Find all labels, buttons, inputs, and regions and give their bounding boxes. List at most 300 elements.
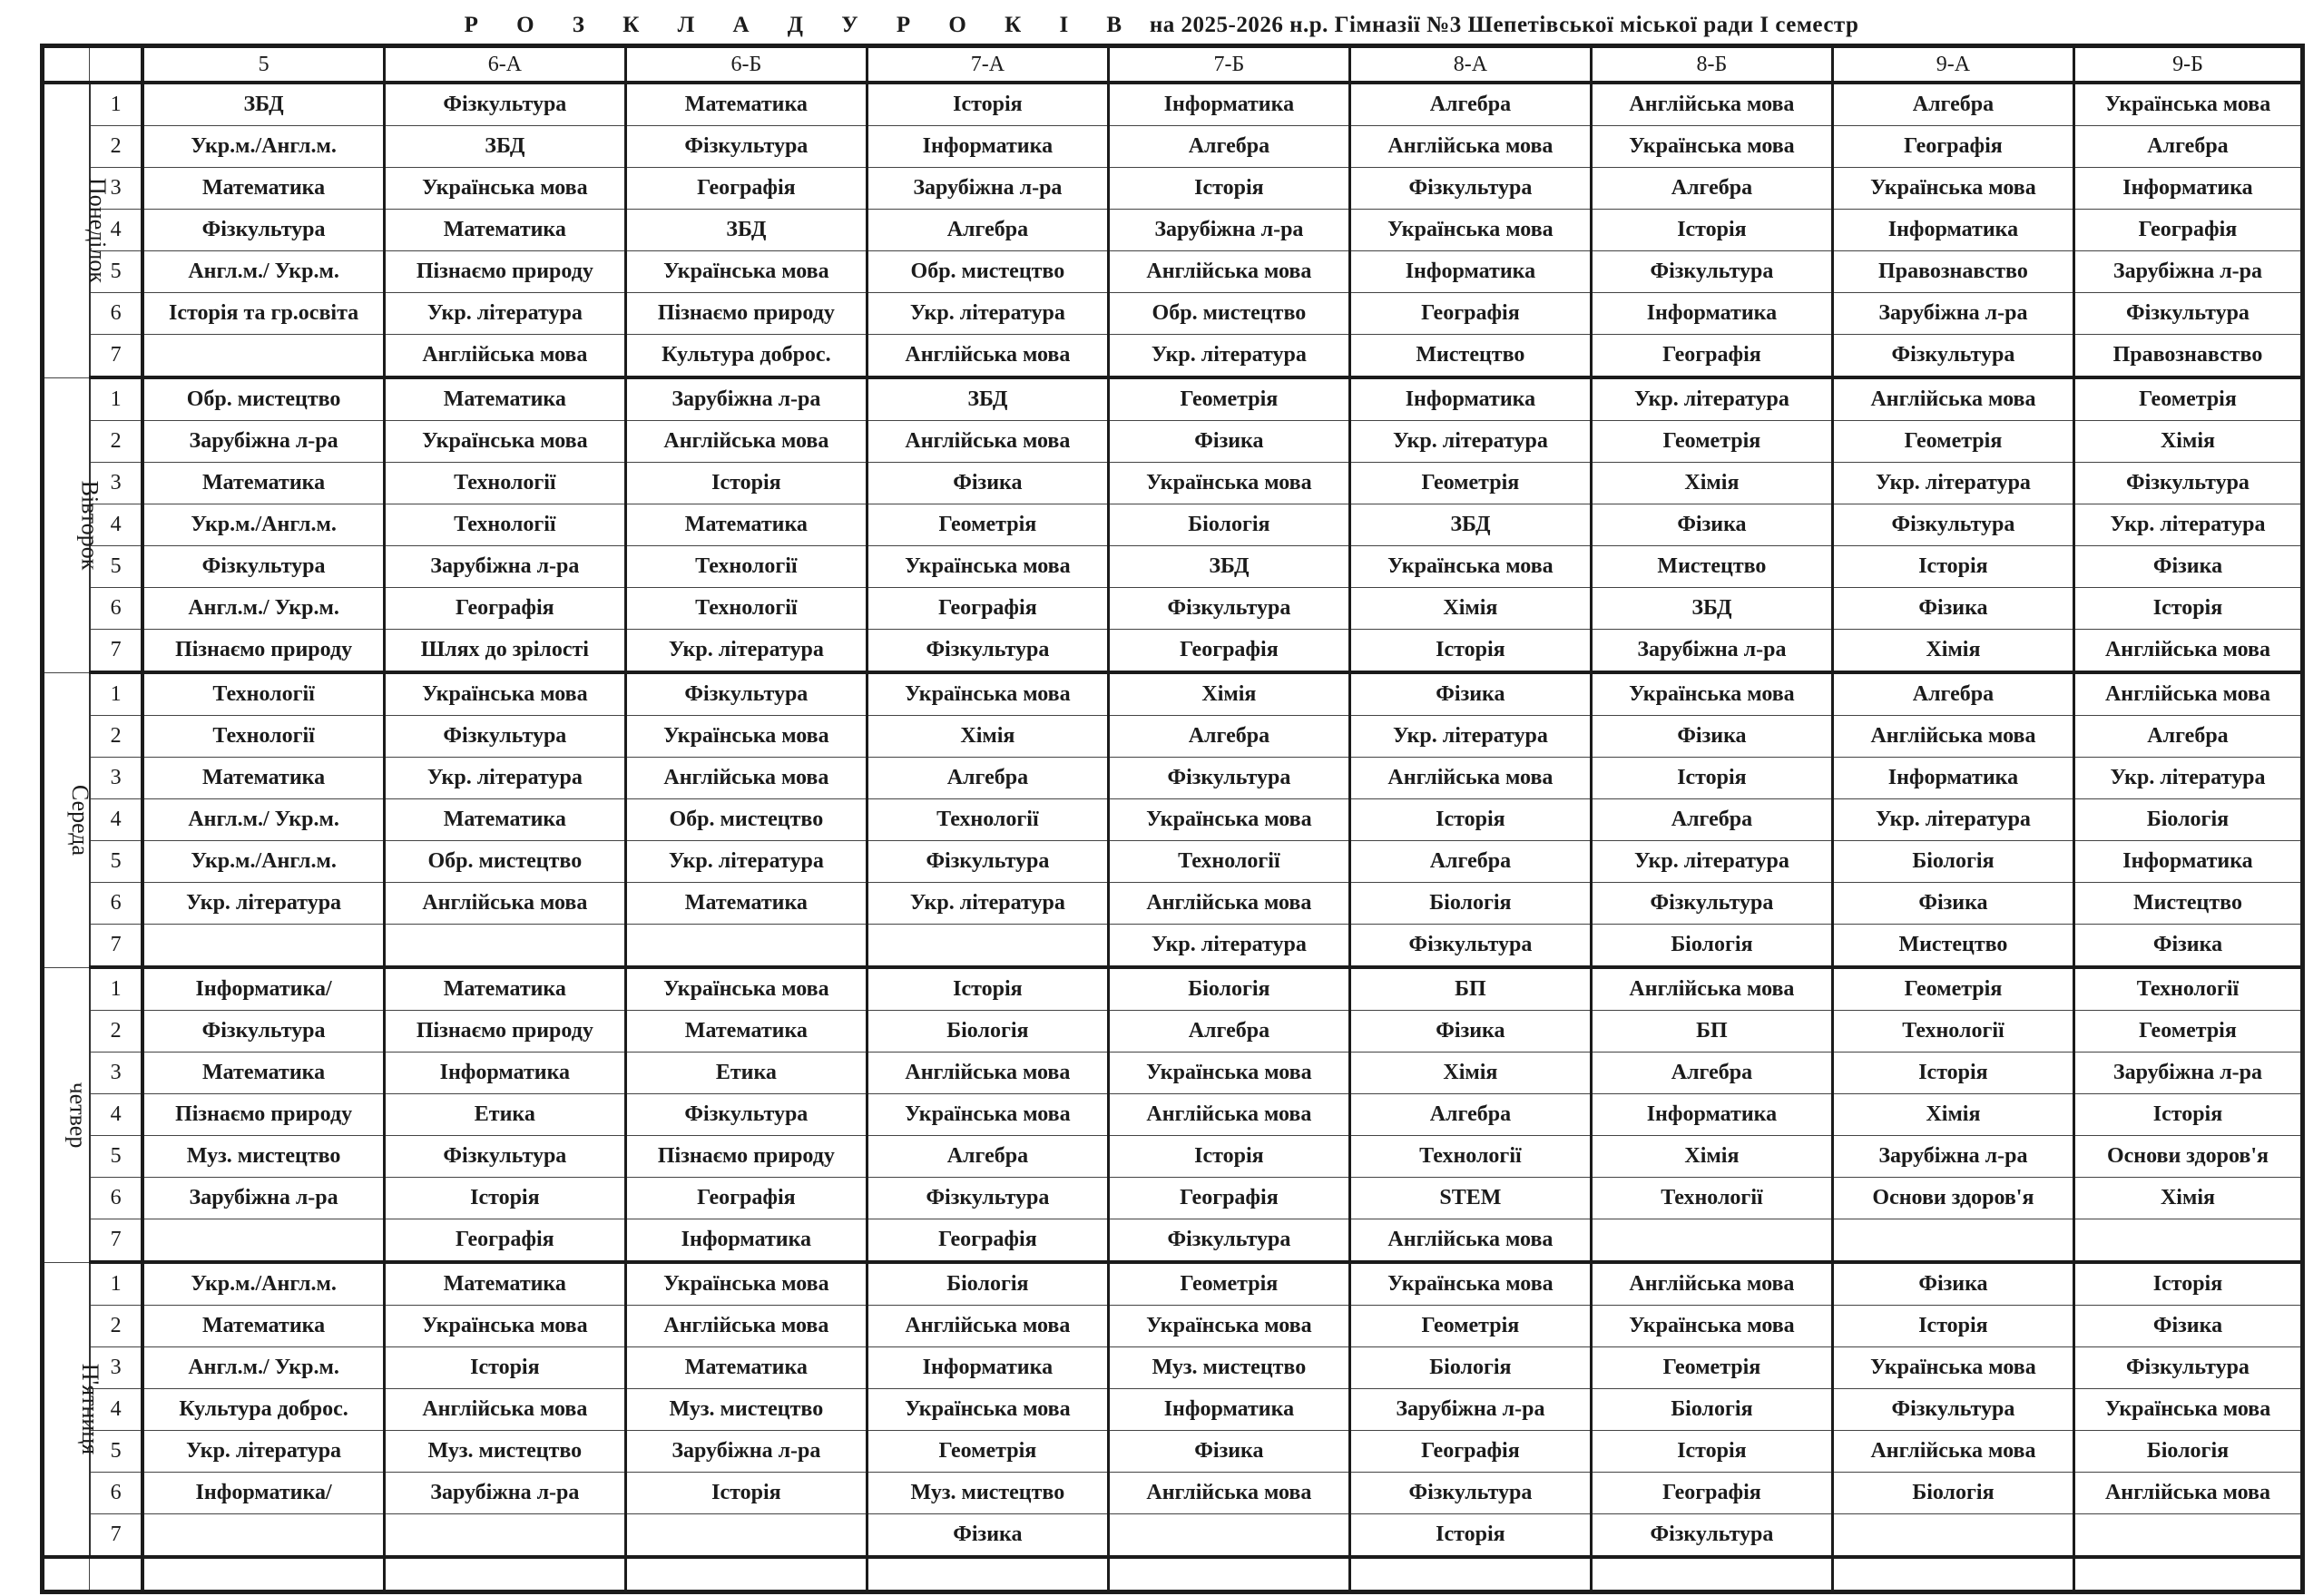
- lesson-cell: Геометрія: [1108, 377, 1349, 421]
- lesson-cell: Інформатика: [867, 1347, 1108, 1389]
- lesson-number: 3: [90, 463, 142, 504]
- lesson-cell: Фізика: [1108, 1431, 1349, 1473]
- lesson-cell: Біологія: [2073, 1431, 2302, 1473]
- lesson-cell: Алгебра: [2073, 126, 2302, 168]
- lesson-number: 5: [90, 1431, 142, 1473]
- lesson-cell: Фізкультура: [2073, 293, 2302, 335]
- lesson-cell: Історія: [1349, 799, 1591, 841]
- lesson-cell: [867, 925, 1108, 968]
- lesson-cell: Біологія: [1591, 925, 1832, 968]
- lesson-row: [43, 672, 2303, 716]
- lesson-cell: Укр. література: [867, 293, 1108, 335]
- lesson-cell: Алгебра: [867, 1136, 1108, 1178]
- empty-cell: [1349, 1557, 1591, 1592]
- day-name: четвер: [64, 1082, 92, 1148]
- lesson-cell: Англійська мова: [1108, 1473, 1349, 1514]
- empty-cell: [625, 1557, 867, 1592]
- lesson-cell: Історія: [1591, 758, 1832, 799]
- lesson-cell: Геометрія: [1832, 421, 2073, 463]
- lesson-cell: Пізнаємо природу: [384, 1011, 625, 1053]
- lesson-cell: Фізкультура: [1108, 588, 1349, 630]
- lesson-number: 1: [90, 83, 142, 126]
- lesson-cell: Геометрія: [1349, 1306, 1591, 1347]
- lesson-cell: Математика: [384, 210, 625, 251]
- lesson-cell: Географія: [625, 1178, 867, 1219]
- lesson-cell: Фізкультура: [1832, 1389, 2073, 1431]
- lesson-cell: Англійська мова: [2073, 1473, 2302, 1514]
- lesson-cell: Основи здоров'я: [2073, 1136, 2302, 1178]
- lesson-cell: Англійська мова: [384, 883, 625, 925]
- empty-cell: [1832, 1557, 2073, 1592]
- lesson-number: 6: [90, 883, 142, 925]
- lesson-cell: STEM: [1349, 1178, 1591, 1219]
- class-header: 9-А: [1832, 46, 2073, 83]
- lesson-cell: Українська мова: [1108, 1306, 1349, 1347]
- lesson-cell: Історія: [1832, 1053, 2073, 1094]
- lesson-cell: Географія: [867, 1219, 1108, 1263]
- lesson-cell: Географія: [1108, 630, 1349, 673]
- lesson-cell: Технології: [2073, 967, 2302, 1011]
- lesson-cell: Історія та гр.освіта: [142, 293, 384, 335]
- lesson-cell: Зарубіжна л-ра: [867, 168, 1108, 210]
- lesson-cell: Фізика: [2073, 1306, 2302, 1347]
- lesson-number: 2: [90, 716, 142, 758]
- lesson-cell: Історія: [1349, 1514, 1591, 1558]
- lesson-row: [43, 1514, 2303, 1558]
- lesson-cell: Англійська мова: [867, 1053, 1108, 1094]
- empty-cell: [2073, 1557, 2302, 1592]
- lesson-number: 1: [90, 377, 142, 421]
- class-header: 6-Б: [625, 46, 867, 83]
- lesson-cell: Фізкультура: [1349, 925, 1591, 968]
- lesson-cell: Біологія: [1832, 841, 2073, 883]
- lesson-cell: Інформатика: [1108, 1389, 1349, 1431]
- lesson-cell: Англійська мова: [625, 421, 867, 463]
- lesson-cell: Англійська мова: [384, 1389, 625, 1431]
- lesson-cell: Англійська мова: [867, 335, 1108, 378]
- lesson-cell: [142, 1219, 384, 1263]
- lesson-number: 7: [90, 1219, 142, 1263]
- lesson-cell: Хімія: [1832, 1094, 2073, 1136]
- lesson-row: [43, 1219, 2303, 1263]
- lesson-number: 5: [90, 841, 142, 883]
- lesson-cell: Алгебра: [1349, 841, 1591, 883]
- lesson-cell: [1591, 1219, 1832, 1263]
- lesson-cell: Технології: [625, 588, 867, 630]
- lesson-cell: Українська мова: [625, 716, 867, 758]
- lesson-cell: Математика: [384, 967, 625, 1011]
- lesson-number: 2: [90, 126, 142, 168]
- lesson-cell: ЗБД: [625, 210, 867, 251]
- lesson-cell: Математика: [625, 83, 867, 126]
- lesson-cell: Укр. література: [1349, 716, 1591, 758]
- lesson-cell: Математика: [142, 1053, 384, 1094]
- lesson-cell: Фізкультура: [384, 83, 625, 126]
- lesson-cell: Інформатика: [1591, 293, 1832, 335]
- lesson-cell: Математика: [625, 504, 867, 546]
- lesson-cell: Муз. мистецтво: [1108, 1347, 1349, 1389]
- lesson-cell: Історія: [1591, 1431, 1832, 1473]
- lesson-cell: ЗБД: [867, 377, 1108, 421]
- lesson-number: 5: [90, 251, 142, 293]
- lesson-cell: Інформатика: [1591, 1094, 1832, 1136]
- lesson-cell: ЗБД: [384, 126, 625, 168]
- lesson-cell: Укр. література: [1108, 925, 1349, 968]
- lesson-row: [43, 1389, 2303, 1431]
- lesson-row: [43, 377, 2303, 421]
- lesson-cell: Фізкультура: [625, 672, 867, 716]
- lesson-number: 2: [90, 1011, 142, 1053]
- schedule-table: [40, 44, 2305, 1594]
- lesson-cell: Українська мова: [1591, 672, 1832, 716]
- lesson-cell: Технології: [384, 463, 625, 504]
- class-header: 7-А: [867, 46, 1108, 83]
- lesson-cell: Українська мова: [384, 421, 625, 463]
- lesson-cell: Англ.м./ Укр.м.: [142, 799, 384, 841]
- lesson-cell: Фізкультура: [384, 1136, 625, 1178]
- lesson-cell: Біологія: [1591, 1389, 1832, 1431]
- lesson-cell: Фізкультура: [142, 1011, 384, 1053]
- lesson-cell: Англійська мова: [625, 758, 867, 799]
- lesson-cell: Українська мова: [1108, 463, 1349, 504]
- lesson-cell: Хімія: [1832, 630, 2073, 673]
- lesson-cell: Технології: [867, 799, 1108, 841]
- lesson-cell: Історія: [867, 967, 1108, 1011]
- lesson-number: 3: [90, 1347, 142, 1389]
- lesson-cell: Українська мова: [867, 672, 1108, 716]
- lesson-cell: Українська мова: [384, 672, 625, 716]
- lesson-cell: Укр.м./Англ.м.: [142, 504, 384, 546]
- lesson-cell: Хімія: [1349, 588, 1591, 630]
- lesson-cell: Історія: [384, 1178, 625, 1219]
- lesson-cell: Математика: [384, 1262, 625, 1306]
- day-label-cell: [43, 967, 90, 1262]
- lesson-cell: Фізкультура: [2073, 463, 2302, 504]
- day-name: П'ятниця: [77, 1363, 104, 1454]
- lesson-cell: Англійська мова: [2073, 630, 2302, 673]
- lesson-cell: Укр. література: [1832, 799, 2073, 841]
- lesson-cell: Фізкультура: [2073, 1347, 2302, 1389]
- lesson-cell: Фізкультура: [867, 1178, 1108, 1219]
- lesson-cell: Укр. література: [1591, 377, 1832, 421]
- lesson-cell: Культура доброс.: [142, 1389, 384, 1431]
- lesson-cell: Англ.м./ Укр.м.: [142, 251, 384, 293]
- lesson-cell: Обр. мистецтво: [625, 799, 867, 841]
- lesson-cell: Інформатика: [1349, 377, 1591, 421]
- lesson-cell: Зарубіжна л-ра: [1832, 293, 2073, 335]
- lesson-cell: Укр. література: [384, 293, 625, 335]
- lesson-cell: Історія: [1832, 1306, 2073, 1347]
- lesson-cell: Укр. література: [2073, 758, 2302, 799]
- lesson-cell: Муз. мистецтво: [142, 1136, 384, 1178]
- lesson-cell: Українська мова: [1591, 1306, 1832, 1347]
- lesson-cell: Алгебра: [1591, 799, 1832, 841]
- lesson-number: 7: [90, 335, 142, 378]
- lesson-cell: ЗБД: [1591, 588, 1832, 630]
- lesson-row: [43, 883, 2303, 925]
- lesson-cell: Історія: [1349, 630, 1591, 673]
- lesson-cell: [625, 925, 867, 968]
- lesson-row: [43, 1011, 2303, 1053]
- lesson-cell: Фізкультура: [1591, 1514, 1832, 1558]
- day-name: Вівторок: [76, 480, 103, 570]
- lesson-cell: Технології: [1591, 1178, 1832, 1219]
- lesson-cell: Англійська мова: [1832, 1431, 2073, 1473]
- lesson-cell: Зарубіжна л-ра: [625, 377, 867, 421]
- lesson-cell: Зарубіжна л-ра: [1108, 210, 1349, 251]
- lesson-cell: Геометрія: [1832, 967, 2073, 1011]
- day-label-cell: [43, 672, 94, 967]
- lesson-cell: Фізкультура: [867, 630, 1108, 673]
- lesson-cell: Інформатика: [1349, 251, 1591, 293]
- lesson-number: 3: [90, 168, 142, 210]
- lesson-cell: Обр. мистецтво: [142, 377, 384, 421]
- lesson-cell: Мистецтво: [1349, 335, 1591, 378]
- lesson-cell: Математика: [142, 758, 384, 799]
- lesson-cell: Математика: [142, 1306, 384, 1347]
- lesson-cell: Зарубіжна л-ра: [384, 546, 625, 588]
- lesson-cell: Фізкультура: [1832, 504, 2073, 546]
- lesson-cell: Геометрія: [867, 1431, 1108, 1473]
- lesson-cell: Мистецтво: [2073, 883, 2302, 925]
- empty-cell: [43, 1557, 90, 1592]
- lesson-cell: Геометрія: [1591, 1347, 1832, 1389]
- lesson-cell: Математика: [625, 883, 867, 925]
- lesson-number: 4: [90, 1389, 142, 1431]
- lesson-cell: Геометрія: [2073, 377, 2302, 421]
- lesson-cell: [1108, 1514, 1349, 1558]
- lesson-cell: [1832, 1219, 2073, 1263]
- lesson-row: [43, 630, 2303, 673]
- lesson-number: 7: [90, 1514, 142, 1558]
- lesson-cell: Українська мова: [867, 546, 1108, 588]
- lesson-cell: Алгебра: [867, 210, 1108, 251]
- class-header: 5: [142, 46, 384, 83]
- lesson-cell: Географія: [1832, 126, 2073, 168]
- lesson-row: [43, 251, 2303, 293]
- lesson-cell: Фізика: [1832, 1262, 2073, 1306]
- lesson-cell: Укр. література: [625, 630, 867, 673]
- lesson-number: 4: [90, 210, 142, 251]
- day-name: Середа: [67, 784, 94, 856]
- lesson-cell: Фізкультура: [142, 210, 384, 251]
- lesson-cell: Математика: [384, 799, 625, 841]
- lesson-cell: Українська мова: [1108, 1053, 1349, 1094]
- lesson-cell: Англійська мова: [1108, 1094, 1349, 1136]
- lesson-cell: Культура доброс.: [625, 335, 867, 378]
- lesson-row: [43, 168, 2303, 210]
- lesson-cell: Зарубіжна л-ра: [1591, 630, 1832, 673]
- lesson-cell: Інформатика/: [142, 967, 384, 1011]
- lesson-cell: Біологія: [1349, 1347, 1591, 1389]
- empty-cell: [1591, 1557, 1832, 1592]
- lesson-cell: Українська мова: [625, 1262, 867, 1306]
- lesson-cell: [142, 925, 384, 968]
- lesson-cell: Біологія: [1108, 504, 1349, 546]
- lesson-cell: Зарубіжна л-ра: [142, 1178, 384, 1219]
- lesson-cell: Англійська мова: [867, 1306, 1108, 1347]
- lesson-cell: [142, 1514, 384, 1558]
- lesson-cell: Географія: [384, 1219, 625, 1263]
- day-name: Понеділок: [83, 178, 111, 284]
- lesson-cell: Алгебра: [2073, 716, 2302, 758]
- schedule-title: [0, 9, 2323, 42]
- lesson-cell: Математика: [142, 168, 384, 210]
- lesson-cell: Етика: [384, 1094, 625, 1136]
- class-header: 8-Б: [1591, 46, 1832, 83]
- lesson-cell: [2073, 1514, 2302, 1558]
- lesson-cell: Англійська мова: [1591, 967, 1832, 1011]
- lesson-cell: Технології: [142, 716, 384, 758]
- lesson-cell: Фізика: [1349, 1011, 1591, 1053]
- lesson-row: [43, 421, 2303, 463]
- lesson-cell: Обр. мистецтво: [384, 841, 625, 883]
- lesson-cell: Технології: [1108, 841, 1349, 883]
- lesson-cell: Українська мова: [2073, 1389, 2302, 1431]
- lesson-cell: Інформатика: [384, 1053, 625, 1094]
- lesson-cell: Укр. література: [384, 758, 625, 799]
- lesson-cell: Українська мова: [1108, 799, 1349, 841]
- lesson-cell: Історія: [1108, 168, 1349, 210]
- lesson-cell: Англійська мова: [1591, 1262, 1832, 1306]
- lesson-cell: Технології: [384, 504, 625, 546]
- lesson-cell: Алгебра: [1349, 1094, 1591, 1136]
- lesson-cell: Українська мова: [625, 251, 867, 293]
- lesson-cell: [384, 1514, 625, 1558]
- lesson-number: 1: [90, 967, 142, 1011]
- lesson-number: 4: [90, 504, 142, 546]
- lesson-cell: Математика: [384, 377, 625, 421]
- lesson-cell: Історія: [1108, 1136, 1349, 1178]
- class-header: 9-Б: [2073, 46, 2302, 83]
- lesson-cell: Зарубіжна л-ра: [2073, 1053, 2302, 1094]
- lesson-cell: ЗБД: [142, 83, 384, 126]
- lesson-cell: Історія: [867, 83, 1108, 126]
- lesson-cell: Фізкультура: [1349, 168, 1591, 210]
- lesson-cell: Шлях до зрілості: [384, 630, 625, 673]
- lesson-cell: Фізика: [867, 463, 1108, 504]
- empty-tail-row: [43, 1557, 2303, 1592]
- lesson-cell: Технології: [1832, 1011, 2073, 1053]
- lesson-row: [43, 504, 2303, 546]
- lesson-cell: Укр. література: [867, 883, 1108, 925]
- lesson-cell: Фізкультура: [1108, 1219, 1349, 1263]
- lesson-cell: Муз. мистецтво: [867, 1473, 1108, 1514]
- lesson-cell: Алгебра: [1108, 1011, 1349, 1053]
- lesson-cell: Англійська мова: [867, 421, 1108, 463]
- lesson-cell: Фізика: [1832, 588, 2073, 630]
- lesson-row: [43, 1306, 2303, 1347]
- lesson-number: 2: [90, 1306, 142, 1347]
- lesson-cell: Математика: [625, 1347, 867, 1389]
- lesson-cell: Фізика: [2073, 546, 2302, 588]
- lesson-cell: Українська мова: [625, 967, 867, 1011]
- lesson-cell: Технології: [142, 672, 384, 716]
- lesson-cell: Алгебра: [1108, 126, 1349, 168]
- empty-cell: [142, 1557, 384, 1592]
- lesson-cell: Фізкультура: [1108, 758, 1349, 799]
- lesson-cell: Англійська мова: [384, 335, 625, 378]
- lesson-cell: Історія: [384, 1347, 625, 1389]
- lesson-cell: Англійська мова: [2073, 672, 2302, 716]
- lesson-cell: Українська мова: [384, 168, 625, 210]
- lesson-cell: Алгебра: [867, 758, 1108, 799]
- lesson-row: [43, 210, 2303, 251]
- lesson-cell: Обр. мистецтво: [1108, 293, 1349, 335]
- lesson-cell: Географія: [625, 168, 867, 210]
- lesson-row: [43, 758, 2303, 799]
- lesson-cell: Технології: [625, 546, 867, 588]
- lesson-cell: Фізика: [2073, 925, 2302, 968]
- lesson-cell: Зарубіжна л-ра: [1832, 1136, 2073, 1178]
- lesson-cell: Фізкультура: [1591, 883, 1832, 925]
- lesson-number: 1: [90, 1262, 142, 1306]
- lesson-cell: Математика: [625, 1011, 867, 1053]
- lesson-cell: Етика: [625, 1053, 867, 1094]
- lesson-row: [43, 925, 2303, 968]
- title-rest: на 2025-2026 н.р. Гімназії №3 Шепетівської міської ради І семестр: [1149, 13, 1859, 37]
- class-header: 7-Б: [1108, 46, 1349, 83]
- lesson-cell: Історія: [1591, 210, 1832, 251]
- lesson-cell: Фізкультура: [1591, 251, 1832, 293]
- lesson-cell: Фізика: [1108, 421, 1349, 463]
- lesson-cell: Біологія: [1832, 1473, 2073, 1514]
- lesson-row: [43, 293, 2303, 335]
- lesson-cell: Англійська мова: [1349, 1219, 1591, 1263]
- lesson-cell: Біологія: [867, 1262, 1108, 1306]
- lesson-cell: Укр. література: [1349, 421, 1591, 463]
- lesson-cell: Укр. література: [2073, 504, 2302, 546]
- lesson-cell: Фізкультура: [1349, 1473, 1591, 1514]
- lesson-cell: Правознавство: [2073, 335, 2302, 378]
- lesson-cell: БП: [1349, 967, 1591, 1011]
- lesson-cell: Українська мова: [1349, 1262, 1591, 1306]
- lesson-row: [43, 1053, 2303, 1094]
- lesson-number: 3: [90, 1053, 142, 1094]
- lesson-cell: Фізкультура: [867, 841, 1108, 883]
- lesson-cell: Пізнаємо природу: [625, 1136, 867, 1178]
- lesson-cell: Технології: [1349, 1136, 1591, 1178]
- lesson-cell: Хімія: [867, 716, 1108, 758]
- lesson-number: 6: [90, 293, 142, 335]
- lesson-cell: Інформатика: [2073, 168, 2302, 210]
- lesson-cell: Геометрія: [1591, 421, 1832, 463]
- lesson-cell: Алгебра: [1832, 672, 2073, 716]
- lesson-cell: [384, 925, 625, 968]
- lesson-cell: Геометрія: [2073, 1011, 2302, 1053]
- lesson-cell: Фізкультура: [142, 546, 384, 588]
- lesson-cell: Біологія: [1349, 883, 1591, 925]
- lesson-cell: Українська мова: [1591, 126, 1832, 168]
- lesson-cell: Фізика: [1591, 716, 1832, 758]
- lesson-cell: Укр.м./Англ.м.: [142, 1262, 384, 1306]
- lesson-cell: Обр. мистецтво: [867, 251, 1108, 293]
- lesson-cell: Фізика: [867, 1514, 1108, 1558]
- lesson-cell: Пізнаємо природу: [384, 251, 625, 293]
- lesson-cell: Зарубіжна л-ра: [1349, 1389, 1591, 1431]
- lesson-row: [43, 1136, 2303, 1178]
- lesson-cell: Біологія: [2073, 799, 2302, 841]
- lesson-cell: Фізкультура: [1832, 335, 2073, 378]
- lesson-row: [43, 967, 2303, 1011]
- lesson-row: [43, 1262, 2303, 1306]
- lesson-cell: Алгебра: [1349, 83, 1591, 126]
- lesson-cell: Математика: [142, 463, 384, 504]
- lesson-cell: Історія: [1832, 546, 2073, 588]
- lesson-cell: Українська мова: [1832, 168, 2073, 210]
- lesson-cell: Історія: [2073, 1262, 2302, 1306]
- lesson-cell: Хімія: [1349, 1053, 1591, 1094]
